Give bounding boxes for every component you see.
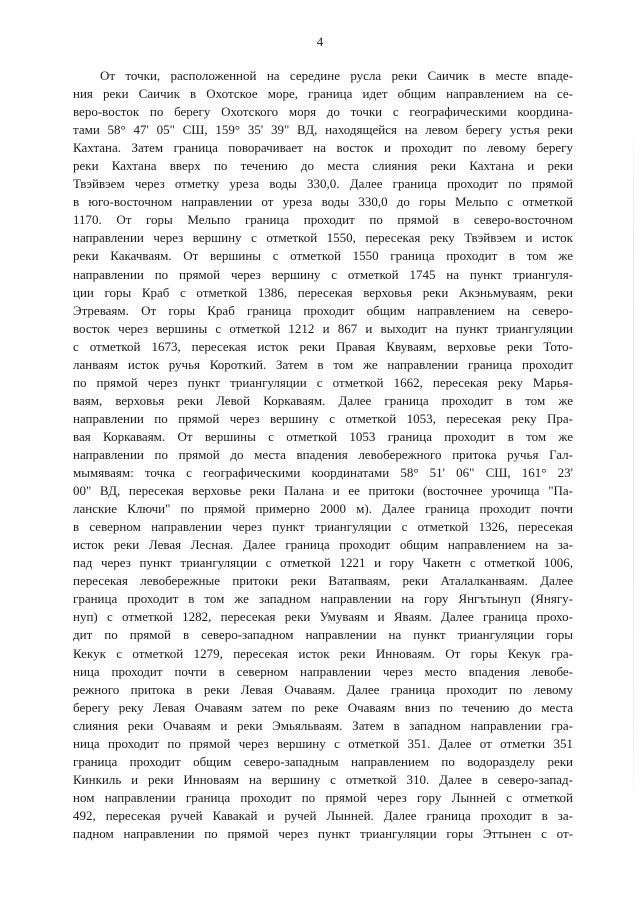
boundary-description-paragraph	[73, 67, 573, 843]
text-line: мымяваям: точка с географическими координатами 58° 51' 06" СШ, 161° 23'	[73, 465, 573, 481]
text-line: пад через пункт триангуляции с отметкой 1221 и гору Чакетн с отметкой 1006,	[73, 555, 573, 571]
text-line: веро-восток по берегу Охотского моря до точки с географическими координа-	[73, 104, 573, 120]
text-line: Кекук с отметкой 1279, пересекая исток реки Инноваям. От горы Кекук гра-	[73, 645, 573, 661]
text-line: направлении по прямой до места впадения левобережного притока ручья Гал-	[73, 446, 573, 462]
text-line: реки Кахтана вверх по течению до места слияния реки Кахтана и реки	[73, 158, 573, 174]
text-line: вая Коркаваям. От вершины с отметкой 1053 граница проходит в том же	[73, 428, 573, 444]
text-line: Кинкиль и реки Инноваям на вершину с отметкой 310. Далее в северо-запад-	[73, 771, 573, 787]
text-line: 00" ВД, пересекая верховье реки Палана и ее притоки (восточнее урочища "Па-	[73, 483, 573, 499]
text-line: исток реки Левая Лесная. Далее граница проходит общим направлением на за-	[73, 537, 573, 553]
page-number: 4	[316, 34, 324, 49]
text-line: От точки, расположенной на середине русла реки Саичик в месте впаде-	[100, 68, 573, 83]
text-line: дит по прямой в северо-западном направлении на пункт триангуляции горы	[73, 627, 573, 643]
text-line: граница проходит в том же западном направлении на гору Янгътынуп (Янягу-	[73, 591, 573, 607]
text-line: граница проходит общим северо-западным направлением по водоразделу реки	[73, 753, 573, 769]
text-line: по прямой через пункт триангуляции с отметкой 1662, пересекая реку Марья-	[73, 374, 573, 390]
text-line: направлении через вершину с отметкой 1550, пересекая реку Твэйвэем и исток	[73, 230, 573, 246]
text-line: 492, пересекая ручей Кавакай и ручей Лынней. Далее граница проходит в за-	[73, 807, 573, 823]
text-line: нуп) с отметкой 1282, пересекая реки Умуваям и Яваям. Далее граница прохо-	[73, 609, 573, 625]
text-line: пересекая левобережные притоки реки Ватапваям, реки Аталалканваям. Далее	[73, 573, 573, 589]
scan-edge-shadow	[633, 120, 634, 820]
text-line: слияния реки Очаваям и реки Эмьяльваям. Затем в западном направлении гра-	[73, 717, 573, 733]
text-line: ния реки Саичик в Охотское море, граница идет общим направлением на се-	[73, 86, 573, 102]
text-line: ном направлении граница проходит по прямой через гору Лынней с отметкой	[73, 789, 573, 805]
text-line: направлении по прямой через вершину с отметкой 1053, пересекая реку Пра-	[73, 410, 573, 426]
text-line: направлении по прямой через вершину с отметкой 1745 на пункт триангуля-	[73, 266, 573, 282]
text-line: в северном направлении через пункт триангуляции с отметкой 1326, пересекая	[73, 519, 573, 535]
text-line: тами 58° 47' 05" СШ, 159° 35' 39" ВД, находящейся на левом берегу устья реки	[73, 122, 573, 138]
text-line: Кахтана. Затем граница поворачивает на восток и проходит по левому берегу	[73, 140, 573, 156]
text-line: режного притока в реки Левая Очаваям. Далее граница проходит по левому	[73, 681, 573, 697]
text-line: ланские Ключи" по прямой примерно 2000 м). Далее граница проходит почти	[73, 501, 573, 517]
text-line: ции горы Краб с отметкой 1386, пересекая верховья реки Акэньмуваям, реки	[73, 284, 573, 300]
text-line: ница проходит по прямой через вершину с отметкой 351. Далее от отметки 351	[73, 735, 573, 751]
text-line: Этреваям. От горы Краб граница проходит общим направлением на северо-	[73, 302, 573, 318]
text-line: ница проходит почти в северном направлении через место впадения левобе-	[73, 663, 573, 679]
text-line: 1170. От горы Мельпо граница проходит по прямой в северо-восточном	[73, 212, 573, 228]
text-line: берегу реку Левая Очаваям затем по реке Очаваям вниз по течению до места	[73, 699, 573, 715]
text-line: реки Какачваям. От вершины с отметкой 1550 граница проходит в том же	[73, 248, 573, 264]
text-line: ваям, верховья реки Левой Коркаваям. Далее граница проходит в том же	[73, 392, 573, 408]
text-line: с отметкой 1673, пересекая исток реки Правая Квуваям, верховье реки Тото-	[73, 338, 573, 354]
text-line: ланваям исток ручья Короткий. Затем в том же направлении граница проходит	[73, 356, 573, 372]
text-line: падном направлении по прямой через пункт триангуляции горы Эттынен с от-	[73, 825, 573, 841]
text-line: в юго-восточном направлении от уреза воды 330,0 до горы Мельпо с отметкой	[73, 194, 573, 210]
text-line: Твэйвэем через отметку уреза воды 330,0. Далее граница проходит по прямой	[73, 176, 573, 192]
text-line: восток через вершины с отметкой 1212 и 867 и выходит на пункт триангуляции	[73, 320, 573, 336]
